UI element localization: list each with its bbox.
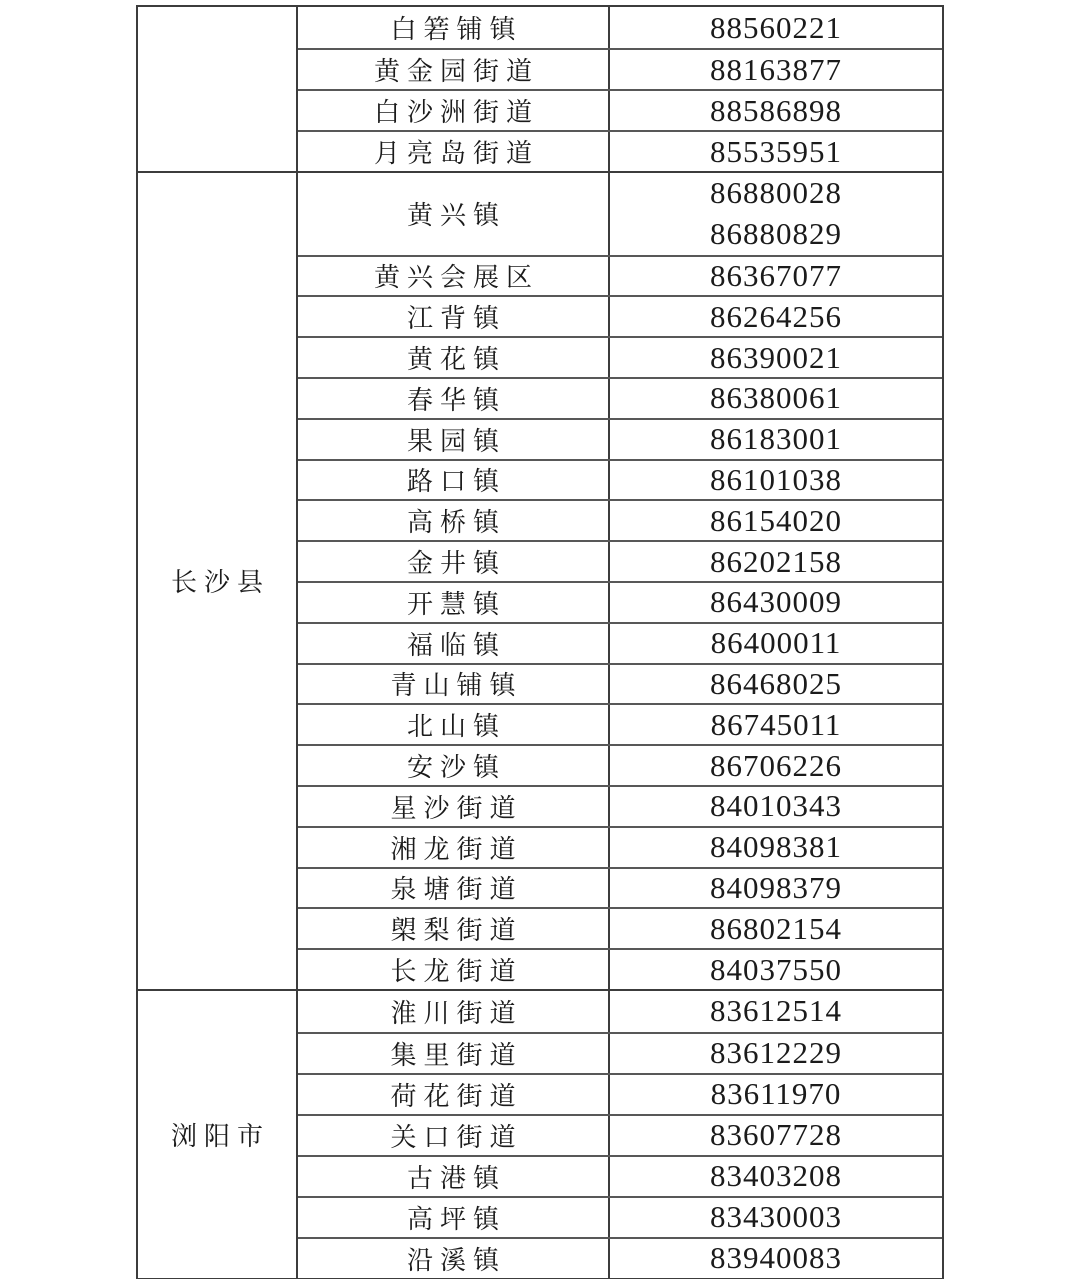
town-cell: 江背镇	[406, 304, 506, 334]
phone-number: 84098379	[710, 869, 842, 905]
district-cell: 浏阳市	[170, 1121, 270, 1151]
table-row	[298, 48, 942, 89]
table-row	[298, 907, 942, 948]
phone-cell	[608, 909, 942, 948]
phone-cell	[608, 132, 942, 171]
table-row	[298, 255, 942, 296]
phone-cell	[608, 461, 942, 500]
phone-cell	[608, 379, 942, 418]
phone-cell	[608, 420, 942, 459]
town-cell: 淮川街道	[390, 998, 523, 1028]
table-row	[298, 948, 942, 989]
phone-cell	[608, 787, 942, 826]
phone-number: 86400011	[710, 625, 842, 661]
town-cell: 北山镇	[406, 712, 506, 742]
phone-cell	[608, 583, 942, 622]
town-cell: 金井镇	[406, 549, 506, 579]
district-cell: 长沙县	[170, 568, 270, 598]
phone-cell	[608, 91, 942, 130]
town-cell: 集里街道	[390, 1040, 523, 1070]
town-cell: 泉塘街道	[390, 875, 523, 905]
table-row	[298, 499, 942, 540]
town-cell: 湘龙街道	[390, 834, 523, 864]
phone-number: 86880028	[710, 175, 842, 211]
phone-number: 86101038	[710, 461, 842, 497]
phone-cell	[608, 50, 942, 89]
phone-number: 84010343	[710, 788, 842, 824]
table-row	[298, 1073, 942, 1114]
town-cell: 㮾梨街道	[390, 916, 523, 946]
town-cell: 路口镇	[406, 467, 506, 497]
table-row	[298, 581, 942, 622]
table-row	[298, 744, 942, 785]
table-row	[298, 540, 942, 581]
phone-number: 86802154	[710, 910, 842, 946]
phone-cell	[608, 173, 942, 255]
phone-cell	[608, 1198, 942, 1237]
phone-number: 84037550	[710, 951, 842, 987]
phone-number: 86880829	[710, 216, 842, 252]
phone-number: 86390021	[710, 339, 842, 375]
phone-number: 86183001	[710, 421, 842, 457]
town-cell: 黄花镇	[406, 345, 506, 375]
phone-cell	[608, 828, 942, 867]
phone-cell	[608, 1075, 942, 1114]
town-cell: 春华镇	[406, 385, 506, 415]
phone-number: 83611970	[710, 1076, 842, 1112]
table-row	[298, 1032, 942, 1073]
phone-number: 88163877	[710, 51, 842, 87]
table-row	[298, 703, 942, 744]
phone-number: 86745011	[710, 706, 842, 742]
table-row	[298, 622, 942, 663]
town-cell: 月亮岛街道	[373, 139, 539, 168]
table-row	[298, 991, 942, 1032]
town-cell: 高坪镇	[406, 1204, 506, 1234]
phone-number: 83403208	[710, 1158, 842, 1194]
phone-cell	[608, 1239, 942, 1278]
phone-number: 83612229	[710, 1035, 842, 1071]
phone-cell	[608, 257, 942, 296]
town-cell: 福临镇	[406, 630, 506, 660]
section-rows	[296, 173, 942, 989]
phone-cell	[608, 7, 942, 48]
phone-cell	[608, 542, 942, 581]
table-row	[298, 867, 942, 908]
phone-cell	[608, 665, 942, 704]
table-row	[298, 89, 942, 130]
section-rows	[296, 991, 942, 1278]
phone-cell	[608, 746, 942, 785]
phone-number: 85535951	[710, 133, 842, 169]
town-cell: 白沙洲街道	[373, 98, 539, 127]
phone-cell	[608, 501, 942, 540]
phone-cell	[608, 1116, 942, 1155]
table-row	[298, 1155, 942, 1196]
phone-number: 83940083	[710, 1240, 842, 1276]
town-cell: 黄金园街道	[373, 57, 539, 86]
phone-cell	[608, 1157, 942, 1196]
table-row	[298, 336, 942, 377]
town-cell: 白箬铺镇	[390, 15, 523, 44]
town-cell: 关口街道	[390, 1122, 523, 1152]
phone-number: 88560221	[710, 9, 842, 45]
phone-number: 83612514	[710, 993, 842, 1029]
table-row	[298, 785, 942, 826]
town-cell: 高桥镇	[406, 508, 506, 538]
table-row	[298, 418, 942, 459]
table-row	[298, 130, 942, 171]
town-cell: 开慧镇	[406, 589, 506, 619]
phone-number: 83430003	[710, 1199, 842, 1235]
phone-number: 83607728	[710, 1117, 842, 1153]
phone-number: 86202158	[710, 543, 842, 579]
town-cell: 星沙街道	[390, 793, 523, 823]
phone-number: 88586898	[710, 92, 842, 128]
phone-number: 86706226	[710, 747, 842, 783]
phone-cell	[608, 1034, 942, 1073]
phone-number: 84098381	[710, 829, 842, 865]
phone-cell	[608, 869, 942, 908]
section-rows	[296, 7, 942, 171]
town-cell: 安沙镇	[406, 753, 506, 783]
town-cell: 青山铺镇	[390, 671, 523, 701]
phone-cell	[608, 338, 942, 377]
table-row	[298, 173, 942, 255]
district-cell	[138, 7, 296, 171]
phone-number: 86468025	[710, 665, 842, 701]
table-row	[298, 7, 942, 48]
table-row	[298, 1114, 942, 1155]
town-cell: 长龙街道	[390, 957, 523, 987]
town-cell: 黄兴会展区	[373, 263, 539, 293]
phone-cell	[608, 991, 942, 1032]
town-cell: 古港镇	[406, 1163, 506, 1193]
phone-number: 86367077	[710, 257, 842, 293]
phone-number: 86380061	[710, 380, 842, 416]
phone-number: 86430009	[710, 584, 842, 620]
table-row	[298, 377, 942, 418]
phone-cell	[608, 950, 942, 989]
table-row	[298, 1196, 942, 1237]
phone-directory-table	[136, 5, 944, 1279]
table-row	[298, 459, 942, 500]
table-row	[298, 1237, 942, 1278]
table-row	[298, 663, 942, 704]
town-cell: 果园镇	[406, 426, 506, 456]
district-section	[138, 171, 942, 989]
phone-number: 86154020	[710, 502, 842, 538]
town-cell: 荷花街道	[390, 1081, 523, 1111]
town-cell: 沿溪镇	[406, 1245, 506, 1275]
town-cell: 黄兴镇	[406, 201, 506, 231]
table-row	[298, 295, 942, 336]
phone-cell	[608, 624, 942, 663]
district-section	[138, 7, 942, 171]
table-row	[298, 826, 942, 867]
phone-number: 86264256	[710, 298, 842, 334]
phone-cell	[608, 705, 942, 744]
phone-cell	[608, 297, 942, 336]
district-section	[138, 989, 942, 1278]
